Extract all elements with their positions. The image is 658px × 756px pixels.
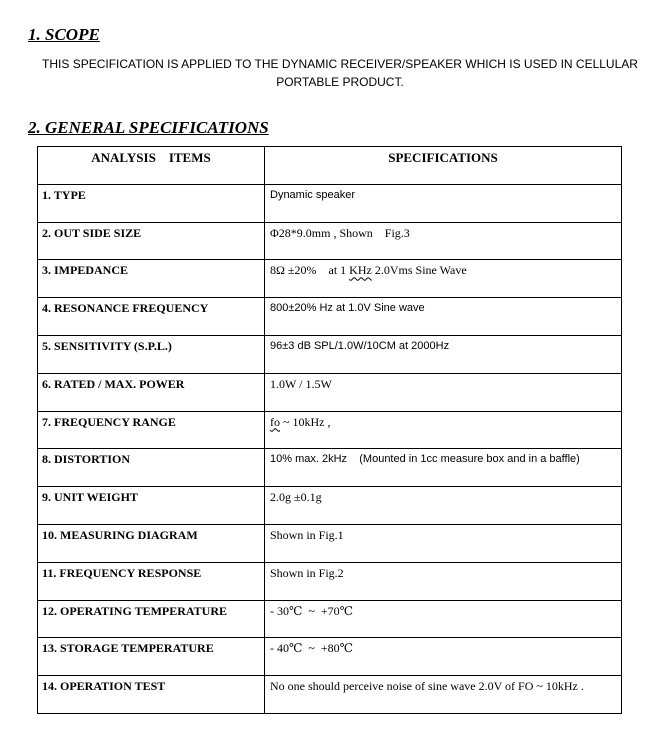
table-row — [38, 676, 622, 714]
table-row — [38, 487, 622, 525]
row-spec: 2.0g ±0.1g — [265, 487, 622, 525]
row-spec — [265, 411, 622, 449]
row-item: 6. RATED / MAX. POWER — [38, 373, 265, 411]
row-item: 9. UNIT WEIGHT — [38, 487, 265, 525]
row-item: 2. OUT SIDE SIZE — [38, 222, 265, 260]
row-spec: 96±3 dB SPL/1.0W/10CM at 2000Hz — [265, 335, 622, 373]
row-spec-marked: KHz — [349, 263, 372, 278]
row-item: 7. FREQUENCY RANGE — [38, 411, 265, 449]
table-header-row — [38, 147, 622, 185]
table-row — [38, 184, 622, 222]
table-row — [38, 562, 622, 600]
scope-paragraph: THIS SPECIFICATION IS APPLIED TO THE DYNAMIC RECEIVER/SPEAKER WHICH IS USED IN CELLULAR PORTABLE PRODUCT. — [42, 57, 638, 89]
row-spec — [265, 260, 622, 298]
row-item: 12. OPERATING TEMPERATURE — [38, 600, 265, 638]
row-spec: 800±20% Hz at 1.0V Sine wave — [265, 298, 622, 336]
row-spec: Shown in Fig.2 — [265, 562, 622, 600]
row-item: 13. STORAGE TEMPERATURE — [38, 638, 265, 676]
table-row — [38, 373, 622, 411]
row-spec-part: 8Ω ±20% at 1 — [270, 263, 350, 278]
row-item: 4. RESONANCE FREQUENCY — [38, 298, 265, 336]
row-item: 3. IMPEDANCE — [38, 260, 265, 298]
row-spec: Dynamic speaker — [265, 184, 622, 222]
row-spec-part: 2.0Vms Sine Wave — [371, 263, 467, 278]
row-spec-marked: fo — [270, 414, 280, 429]
table-row — [38, 600, 622, 638]
row-spec: 10% max. 2kHz (Mounted in 1cc measure box and in a baffle) — [265, 449, 622, 487]
row-spec: - 30℃ ~ +70℃ — [265, 600, 622, 638]
row-spec: - 40℃ ~ +80℃ — [265, 638, 622, 676]
row-spec-part: ~ 10kHz , — [280, 414, 331, 429]
header-analysis-items: ANALYSIS ITEMS — [38, 147, 265, 185]
row-item: 5. SENSITIVITY (S.P.L.) — [38, 335, 265, 373]
row-item: 10. MEASURING DIAGRAM — [38, 524, 265, 562]
general-specifications-table — [37, 146, 622, 714]
row-spec: No one should perceive noise of sine wave 2.0V of FO ~ 10kHz . — [265, 676, 622, 714]
row-item: 14. OPERATION TEST — [38, 676, 265, 714]
row-item: 1. TYPE — [38, 184, 265, 222]
table-row — [38, 411, 622, 449]
row-spec: 1.0W / 1.5W — [265, 373, 622, 411]
table-row — [38, 638, 622, 676]
row-item: 8. DISTORTION — [38, 449, 265, 487]
row-spec: Φ28*9.0mm , Shown Fig.3 — [265, 222, 622, 260]
table-row — [38, 222, 622, 260]
general-specifications-heading: 2. GENERAL SPECIFICATIONS — [28, 118, 269, 137]
table-row — [38, 298, 622, 336]
header-specifications: SPECIFICATIONS — [265, 147, 622, 185]
row-spec: Shown in Fig.1 — [265, 524, 622, 562]
table-row — [38, 449, 622, 487]
table-row — [38, 524, 622, 562]
table-row — [38, 260, 622, 298]
scope-heading: 1. SCOPE — [28, 25, 100, 44]
table-row — [38, 335, 622, 373]
row-item: 11. FREQUENCY RESPONSE — [38, 562, 265, 600]
